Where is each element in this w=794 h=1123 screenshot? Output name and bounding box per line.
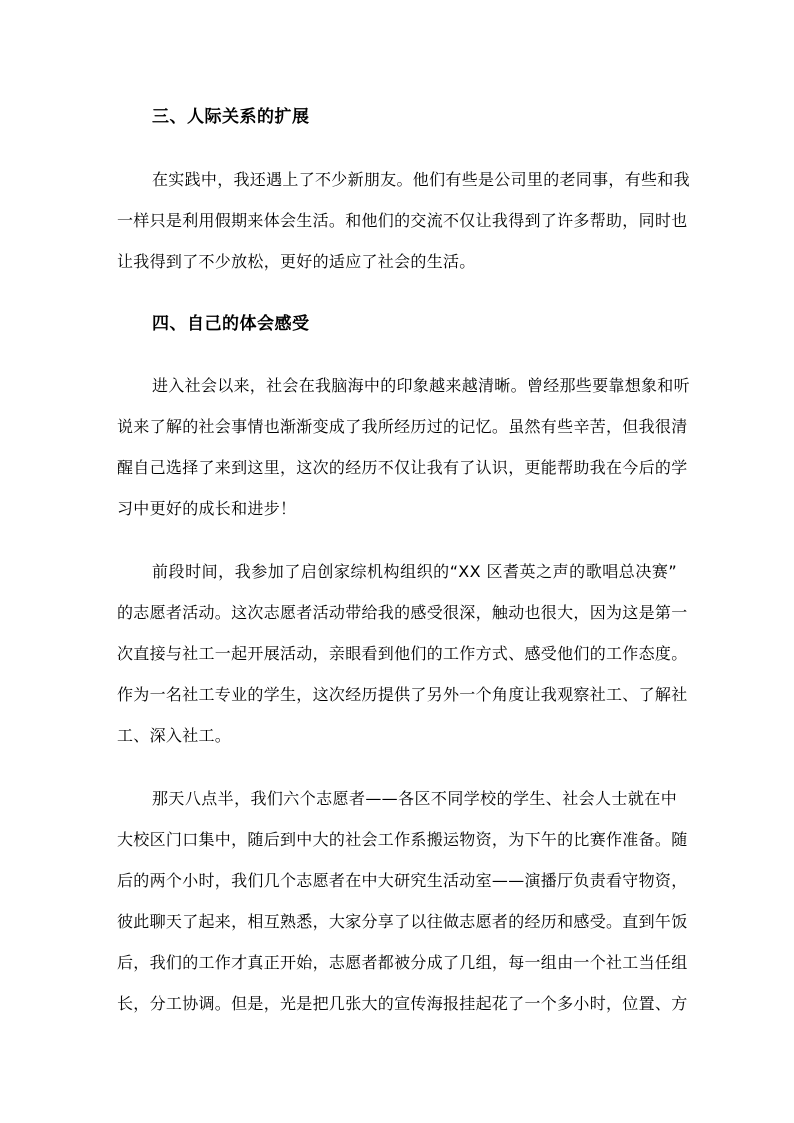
text-line: 在实践中，我还遇上了不少新朋友。他们有些是公司里的老同事，有些和我 (152, 170, 690, 189)
paragraph-volunteer-activity (117, 560, 688, 765)
paragraph-new-friends (117, 168, 690, 291)
text-line: 让我得到了不少放松，更好的适应了社会的生活。 (117, 252, 476, 271)
paragraph-volunteer-day (117, 787, 688, 1033)
text-line: 大校区门口集中，随后到中大的社会工作系搬运物资，为下午的比赛作准备。随 (117, 830, 688, 849)
section-heading-interpersonal: 三、人际关系的扩展 (152, 107, 310, 127)
text-line: 工、深入社工。 (117, 726, 232, 745)
text-line: 后的两个小时，我们几个志愿者在中大研究生活动室——演播厅负责看守物资， (117, 871, 688, 890)
text-line: 的志愿者活动。这次志愿者活动带给我的感受很深，触动也很大，因为这是第一 (117, 603, 688, 622)
text-line: 习中更好的成长和进步！ (117, 499, 297, 518)
text-line: 那天八点半，我们六个志愿者——各区不同学校的学生、社会人士就在中 (152, 789, 677, 808)
text-line: 彼此聊天了起来，相互熟悉，大家分享了以往做志愿者的经历和感受。直到午饭 (117, 912, 688, 931)
text-line: 次直接与社工一起开展活动，亲眼看到他们的工作方式、感受他们的工作态度。 (117, 644, 688, 663)
paragraph-society-impression (117, 374, 690, 538)
text-line: 醒自己选择了来到这里，这次的经历不仅让我有了认识，更能帮助我在今后的学 (117, 458, 688, 477)
text-line: 一样只是利用假期来体会生活。和他们的交流不仅让我得到了许多帮助，同时也 (117, 211, 688, 230)
text-line: 前段时间，我参加了启创家综机构组织的“XX 区耆英之声的歌唱总决赛” (152, 562, 677, 581)
text-line: 作为一名社工专业的学生，这次经历提供了另外一个角度让我观察社工、了解社 (117, 685, 688, 704)
text-line: 后，我们的工作才真正开始，志愿者都被分成了几组，每一组由一个社工当任组 (117, 953, 688, 972)
section-heading-reflection: 四、自己的体会感受 (152, 314, 310, 334)
text-line: 长，分工协调。但是，光是把几张大的宣传海报挂起花了一个多小时，位置、方 (117, 994, 688, 1013)
text-line: 进入社会以来，社会在我脑海中的印象越来越清晰。曾经那些要靠想象和听 (152, 376, 690, 395)
text-line: 说来了解的社会事情也渐渐变成了我所经历过的记忆。虽然有些辛苦，但我很清 (117, 417, 688, 436)
